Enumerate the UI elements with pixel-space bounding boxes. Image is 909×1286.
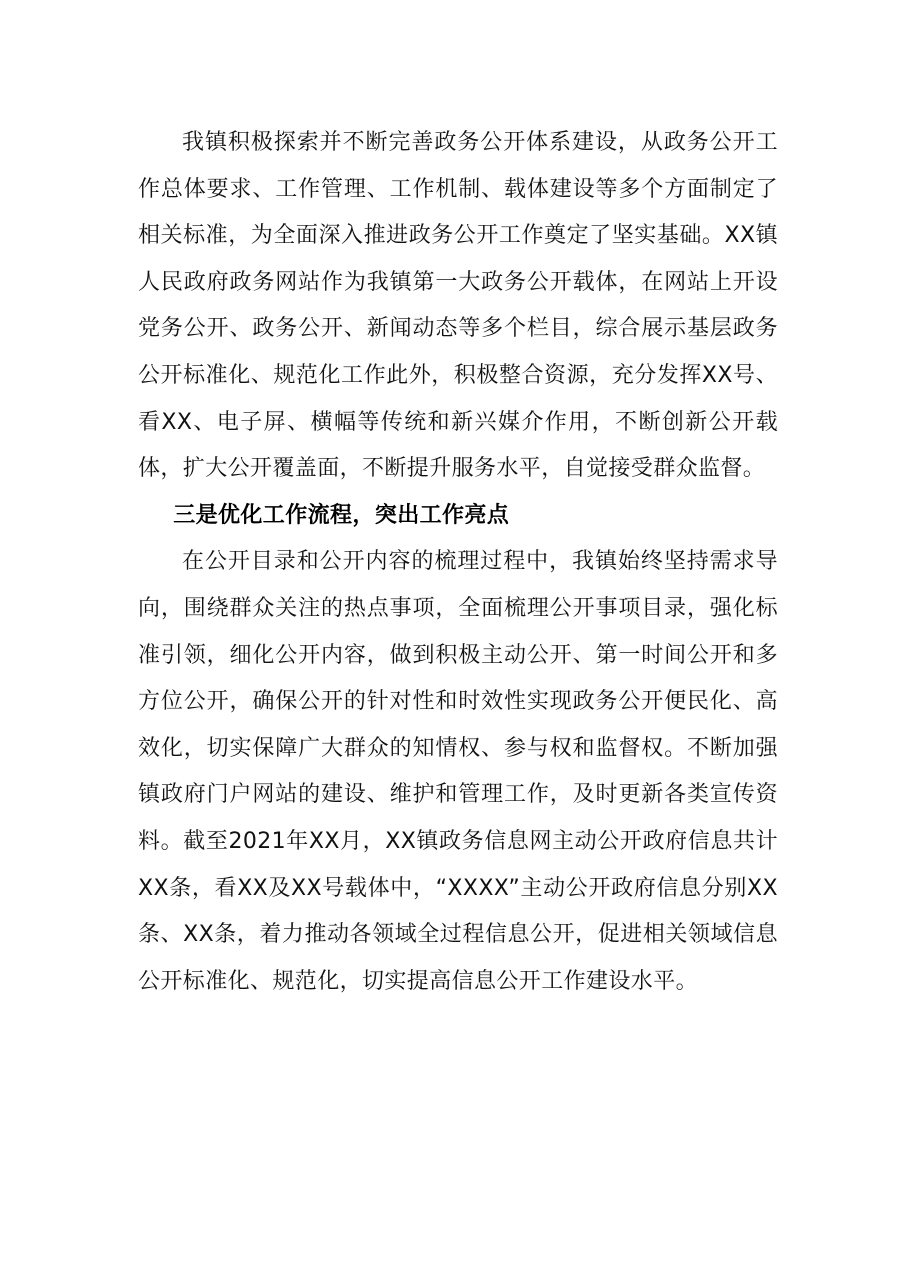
paragraph-catalog-content: 在公开目录和公开内容的梳理过程中，我镇始终坚持需求导向，围绕群众关注的热点事项，全面梳理公开事项目录，强化标准引领，细化公开内容，做到积极主动公开、第一时间公开和多方位公开，确保公开的针对性和时效性实现政务公开便民化、高效化，切实保障广大群众的知情权、参与权和监督权。不断加强镇政府门户网站的建设、维护和管理工作，及时更新各类宣传资料。截至2021年XX月，XX镇政务信息网主动公开政府信息共计XX条，看XX及XX号载体中，“XXXX”主动公开政府信息分别XX条、XX条，着力推动各领域全过程信息公开，促进相关领域信息公开标准化、规范化，切实提高信息公开工作建设水平。 [138, 549, 778, 994]
paragraph-publicity-system: 我镇积极探索并不断完善政务公开体系建设，从政务公开工作总体要求、工作管理、工作机制、载体建设等多个方面制定了相关标准，为全面深入推进政务公开工作奠定了坚实基础。XX镇人民政府政务网站作为我镇第一大政务公开载体，在网站上开设党务公开、政务公开、新闻动态等多个栏目，综合展示基层政务公开标准化、规范化工作此外，积极整合资源，充分发挥XX号、看XX、电子屏、横幅等传统和新兴媒介作用，不断创新公开载体，扩大公开覆盖面，不断提升服务水平，自觉接受群众监督。 [138, 130, 778, 482]
document-body [138, 120, 778, 1005]
section-heading-optimize-workflow: 三是优化工作流程，突出工作亮点 [173, 502, 510, 528]
